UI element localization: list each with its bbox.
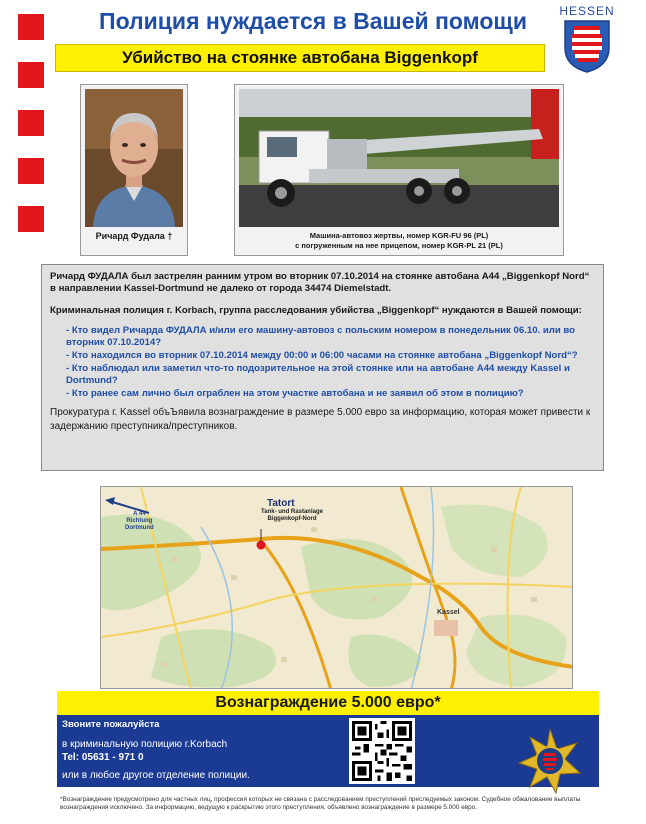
hessen-crest-icon — [562, 18, 612, 74]
qr-code[interactable] — [349, 718, 415, 784]
direction-line1: A 44 — [133, 511, 146, 517]
contact-heading: Звоните пожалуйста — [62, 719, 160, 730]
victim-photo — [85, 89, 183, 227]
case-subtitle: Убийство на стоянке автобана Biggenkopf — [55, 44, 545, 72]
reward-statement: Прокуратура г. Kassel объЪявила вознаграждение в размере 5.000 евро за информацию, которая может привести к задержанию преступника/преступников. — [50, 407, 591, 432]
decor-square — [18, 62, 44, 88]
decor-square — [18, 206, 44, 232]
direction-line2: Richtung — [126, 518, 153, 524]
direction-line3: Dortmund — [125, 525, 154, 531]
decor-square — [18, 14, 44, 40]
contact-police-unit: в криминальную полицию г.Korbach — [62, 739, 228, 750]
vehicle-caption-line1: Машина-автовоз жертвы, номер KGR-FU 96 (PL) — [309, 231, 489, 240]
page-title: Полиция нуждается в Вашей помощи — [99, 8, 527, 34]
contact-alternative: или в любое другое отделение полиции. — [62, 770, 250, 781]
contact-phone[interactable]: Tel: 05631 - 971 0 — [62, 752, 144, 763]
police-star-icon — [516, 727, 584, 795]
crime-scene-map — [100, 486, 573, 689]
hessen-label: HESSEN — [559, 4, 615, 18]
qr-code-icon — [352, 721, 412, 781]
police-appeal: Криминальная полиция г. Korbach, группа расследования убийства „Biggenkopf“ нуждаются в Вашей помощи: — [50, 305, 582, 316]
witness-questions — [50, 325, 595, 400]
question-item: - Кто наблюдал или заметил что-то подозрительное на этой стоянке или на автобане A44 между Kassel и Dortmund? — [66, 363, 570, 386]
victim-caption: Ричард Фудала † — [95, 231, 173, 241]
decor-square — [18, 110, 44, 136]
case-summary: Ричард ФУДАЛА был застрелян ранним утром во вторник 07.10.2014 на стоянке автобана A44 „Biggenkopf Nord“ в направлении Kassel-Dortmund не далеко от города 34474 Diemelstadt. — [50, 271, 590, 294]
city-label-kassel: Kassel — [437, 609, 460, 616]
rest-area-label — [247, 509, 337, 523]
reward-banner: Вознаграждение 5.000 евро* — [57, 691, 599, 715]
question-item: - Кто ранее сам лично был ограблен на этом участке автобана и не заявил об этом в полицию? — [66, 388, 524, 399]
tatort-label: Tatort — [267, 498, 295, 509]
decor-square — [18, 158, 44, 184]
reward-footnote: *Вознаграждение предусмотрено для частных лиц, профессия которых не связана с расследованием преступлений преследуемых законом. Судебное обжалование выплаты вознаграждения исключено. За информацию, ведущую к раскрытию этого преступления, объявлено вознаграждение в размере 5.000 евро. — [60, 796, 581, 811]
rest-area-line1: Tank- und Rastanlage — [261, 509, 323, 515]
vehicle-photo — [239, 89, 559, 227]
vehicle-caption-line2: с погруженным на нее прицепом, номер KGR-PL 21 (PL) — [295, 241, 503, 250]
direction-label — [125, 511, 154, 532]
victim-photo-card — [80, 84, 188, 256]
question-item: - Кто видел Ричарда ФУДАЛА и/или его машину-автовоз с польским номером в понедельник 06.10. или во вторник 07.10.2014? — [66, 325, 576, 348]
vehicle-photo-card — [234, 84, 564, 256]
hessen-logo — [556, 4, 618, 79]
case-info-box — [41, 264, 604, 471]
question-item: - Кто находился во вторник 07.10.2014 между 00:00 и 06:00 часами на стоянке автобана „Biggenkopf Nord“? — [66, 350, 578, 361]
rest-area-line2: Biggenkopf-Nord — [267, 516, 317, 522]
vehicle-caption — [235, 231, 563, 251]
